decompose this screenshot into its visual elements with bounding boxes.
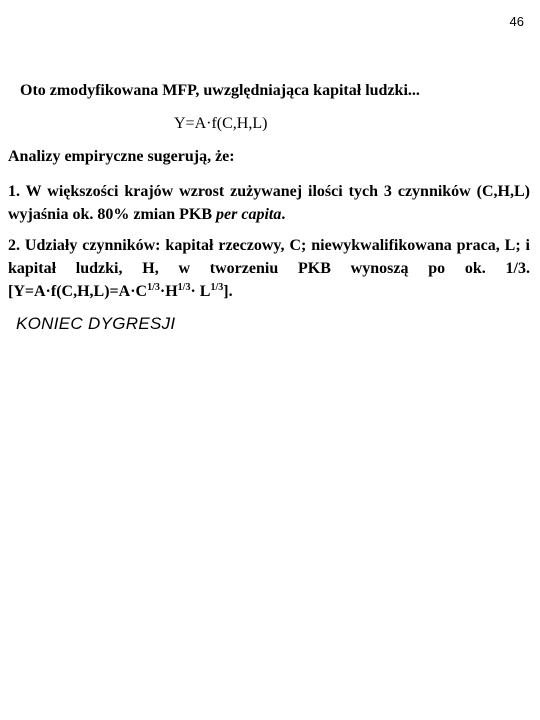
- point-1-end: .: [281, 206, 286, 223]
- equation-end: ].: [223, 283, 233, 300]
- equation-h: ·H: [159, 283, 178, 300]
- page-number: 46: [509, 14, 524, 29]
- empirical-heading: Analizy empiryczne sugerują, że:: [8, 148, 235, 165]
- exponent-l: 1/3: [210, 282, 224, 293]
- point-1: [8, 180, 530, 226]
- point-2-equation: [8, 283, 233, 300]
- production-function-formula: Y=A·f(C,H,L): [174, 115, 268, 132]
- point-1-text: W większości krajów wzrost zużywanej ilości tych 3 czynników (C,H,L) wyjaśnia ok. 80% zmian PKB: [8, 183, 531, 223]
- point-2: [8, 234, 530, 303]
- equation-start: [Y=A·f(C,H,L)=A·C: [8, 283, 148, 300]
- point-1-italic: per capita: [216, 206, 282, 223]
- end-of-digression: KONIEC DYGRESJI: [16, 314, 176, 333]
- point-1-number: 1.: [8, 183, 20, 200]
- point-2-number: 2.: [8, 237, 20, 254]
- equation-l: · L: [190, 283, 211, 300]
- intro-text: Oto zmodyfikowana MFP, uwzględniająca kapitał ludzki...: [20, 82, 420, 99]
- exponent-c: 1/3: [147, 282, 160, 293]
- point-2-text: Udziały czynników: kapitał rzeczowy, C; niewykwalifikowana praca, L; i kapitał ludzki, H, w tworzeniu PKB wynoszą po ok. 1/3.: [8, 237, 531, 277]
- exponent-h: 1/3: [177, 282, 191, 293]
